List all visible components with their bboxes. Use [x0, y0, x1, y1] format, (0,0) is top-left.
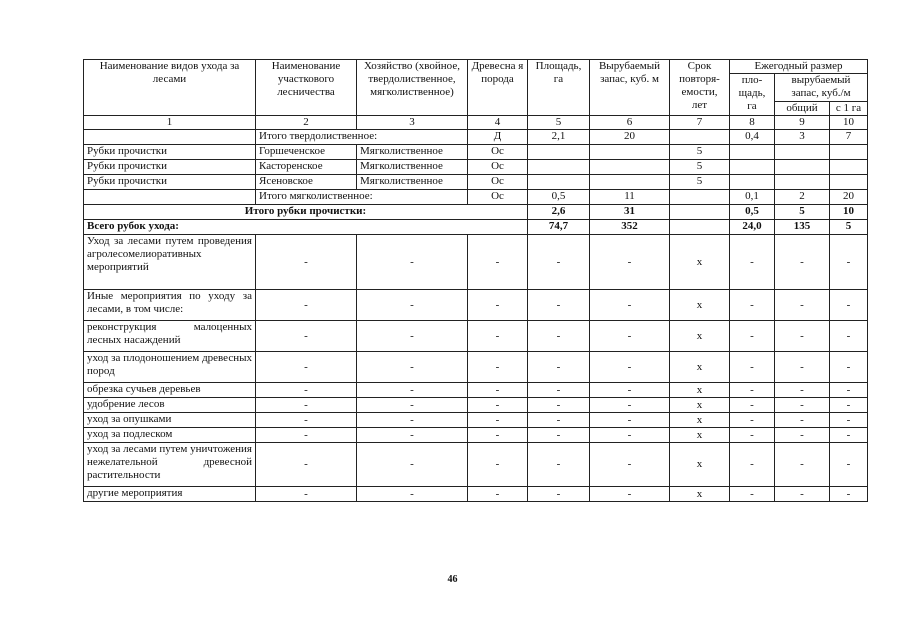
subtotal-label: Итого мягколиственное:: [256, 190, 468, 205]
empty-cell: [84, 130, 256, 145]
dash-cell: -: [528, 443, 590, 487]
cross-cell: х: [670, 383, 730, 398]
dash-cell: -: [775, 428, 830, 443]
measure-label: Иные мероприятия по уходу за лесами, в том числе:: [84, 290, 256, 321]
dash-cell: -: [528, 413, 590, 428]
dash-cell: -: [730, 428, 775, 443]
empty-cell: [730, 160, 775, 175]
annual-total-cell: 5: [775, 205, 830, 220]
subtotal-softwood-row: [84, 190, 868, 205]
dash-cell: -: [468, 398, 528, 413]
other-measure-row: [84, 383, 868, 398]
annual-total-cell: 2: [775, 190, 830, 205]
species-cell: Ос: [468, 145, 528, 160]
cleaning-row: [84, 175, 868, 190]
measure-label: реконструкция малоценных лесных насаждений: [84, 321, 256, 352]
measure-label: Уход за лесами путем проведения агролесомелиоративных мероприятий: [84, 235, 256, 290]
dash-cell: -: [590, 321, 670, 352]
period-cell: 5: [670, 160, 730, 175]
dash-cell: -: [730, 487, 775, 502]
dash-cell: -: [528, 487, 590, 502]
measure-label: уход за плодоношением древесных пород: [84, 352, 256, 383]
dash-cell: -: [730, 352, 775, 383]
dash-cell: -: [256, 398, 357, 413]
dash-cell: -: [830, 428, 868, 443]
header-cut-stock: Вырубаемый запас, куб. м: [590, 60, 670, 116]
annual-per-ha-cell: 10: [830, 205, 868, 220]
forest-care-table: [83, 59, 868, 502]
measure-label: уход за опушками: [84, 413, 256, 428]
cleaning-row: [84, 145, 868, 160]
dash-cell: -: [830, 398, 868, 413]
dash-cell: -: [590, 487, 670, 502]
dash-cell: -: [357, 398, 468, 413]
header-annual-stock: вырубаемый запас, куб./м: [775, 74, 868, 102]
annual-per-ha-cell: 20: [830, 190, 868, 205]
stock-cell: 31: [590, 205, 670, 220]
empty-cell: [670, 130, 730, 145]
column-number: 1: [84, 116, 256, 130]
dash-cell: -: [590, 428, 670, 443]
dash-cell: -: [730, 383, 775, 398]
empty-cell: [730, 175, 775, 190]
dash-cell: -: [357, 383, 468, 398]
area-cell: 0,5: [528, 190, 590, 205]
other-measure-row: [84, 352, 868, 383]
dash-cell: -: [256, 487, 357, 502]
dash-cell: -: [528, 398, 590, 413]
cross-cell: х: [670, 235, 730, 290]
section-cell: Мягколиственное: [357, 145, 468, 160]
subtotal-hardwood-row: [84, 130, 868, 145]
header-area: Площадь, га: [528, 60, 590, 116]
dash-cell: -: [256, 235, 357, 290]
cross-cell: х: [670, 290, 730, 321]
header-forestry: Наименование участкового лесничества: [256, 60, 357, 116]
header-annual-per-ha: с 1 га: [830, 102, 868, 116]
header-row: [84, 60, 868, 74]
dash-cell: -: [730, 443, 775, 487]
dash-cell: -: [775, 290, 830, 321]
dash-cell: -: [468, 290, 528, 321]
column-number: 6: [590, 116, 670, 130]
cross-cell: х: [670, 398, 730, 413]
stock-cell: 352: [590, 220, 670, 235]
empty-cell: [528, 145, 590, 160]
cross-cell: х: [670, 428, 730, 443]
forestry-cell: Касторенское: [256, 160, 357, 175]
dash-cell: -: [590, 443, 670, 487]
annual-area-cell: 0,1: [730, 190, 775, 205]
header-care-type: Наименование видов ухода за лесами: [84, 60, 256, 116]
empty-cell: [830, 145, 868, 160]
dash-cell: -: [830, 290, 868, 321]
dash-cell: -: [357, 413, 468, 428]
section-cell: Мягколиственное: [357, 160, 468, 175]
other-measure-row: [84, 235, 868, 290]
dash-cell: -: [357, 321, 468, 352]
empty-cell: [590, 175, 670, 190]
dash-cell: -: [775, 443, 830, 487]
dash-cell: -: [830, 487, 868, 502]
measure-label: удобрение лесов: [84, 398, 256, 413]
measure-label: уход за подлеском: [84, 428, 256, 443]
page-number: 46: [447, 574, 458, 585]
dash-cell: -: [468, 352, 528, 383]
column-number: 5: [528, 116, 590, 130]
empty-cell: [670, 220, 730, 235]
other-measure-row: [84, 428, 868, 443]
forestry-cell: Горшеченское: [256, 145, 357, 160]
cleaning-row: [84, 160, 868, 175]
section-cell: Мягколиственное: [357, 175, 468, 190]
dash-cell: -: [528, 428, 590, 443]
dash-cell: -: [830, 235, 868, 290]
total-cleaning-row: [84, 205, 868, 220]
other-measure-row: [84, 290, 868, 321]
dash-cell: -: [357, 352, 468, 383]
column-number: 4: [468, 116, 528, 130]
header-section: Хозяйство (хвойное, твердолиственное, мягколиственное): [357, 60, 468, 116]
dash-cell: -: [590, 398, 670, 413]
dash-cell: -: [730, 398, 775, 413]
dash-cell: -: [730, 235, 775, 290]
stock-cell: 11: [590, 190, 670, 205]
column-number: 7: [670, 116, 730, 130]
dash-cell: -: [357, 443, 468, 487]
other-measure-row: [84, 321, 868, 352]
dash-cell: -: [528, 290, 590, 321]
empty-cell: [670, 190, 730, 205]
annual-total-cell: 135: [775, 220, 830, 235]
header-annual: Ежегодный размер: [730, 60, 868, 74]
dash-cell: -: [468, 443, 528, 487]
dash-cell: -: [528, 235, 590, 290]
other-measure-row: [84, 487, 868, 502]
empty-cell: [730, 145, 775, 160]
empty-cell: [775, 175, 830, 190]
empty-cell: [775, 160, 830, 175]
annual-per-ha-cell: 7: [830, 130, 868, 145]
empty-cell: [84, 190, 256, 205]
column-number-row: [84, 116, 868, 130]
total-cleaning-label: Итого рубки прочистки:: [84, 205, 528, 220]
dash-cell: -: [528, 321, 590, 352]
header-species: Древесна я порода: [468, 60, 528, 116]
dash-cell: -: [775, 398, 830, 413]
dash-cell: -: [256, 321, 357, 352]
dash-cell: -: [830, 383, 868, 398]
annual-area-cell: 0,5: [730, 205, 775, 220]
species-cell: Д: [468, 130, 528, 145]
column-number: 9: [775, 116, 830, 130]
subtotal-label: Итого твердолиственное:: [256, 130, 468, 145]
cross-cell: х: [670, 413, 730, 428]
care-type-cell: Рубки прочистки: [84, 175, 256, 190]
care-type-cell: Рубки прочистки: [84, 145, 256, 160]
dash-cell: -: [590, 383, 670, 398]
dash-cell: -: [528, 352, 590, 383]
header-annual-area: пло-щадь, га: [730, 74, 775, 116]
measure-label: уход за лесами путем уничтожения нежелательной древесной растительности: [84, 443, 256, 487]
dash-cell: -: [730, 413, 775, 428]
period-cell: 5: [670, 145, 730, 160]
empty-cell: [590, 145, 670, 160]
empty-cell: [670, 205, 730, 220]
species-cell: Ос: [468, 175, 528, 190]
period-cell: 5: [670, 175, 730, 190]
dash-cell: -: [468, 487, 528, 502]
header-annual-total: общий: [775, 102, 830, 116]
care-type-cell: Рубки прочистки: [84, 160, 256, 175]
dash-cell: -: [775, 413, 830, 428]
dash-cell: -: [830, 413, 868, 428]
annual-area-cell: 24,0: [730, 220, 775, 235]
column-number: 2: [256, 116, 357, 130]
empty-cell: [830, 160, 868, 175]
dash-cell: -: [590, 413, 670, 428]
dash-cell: -: [357, 235, 468, 290]
cross-cell: х: [670, 443, 730, 487]
stock-cell: 20: [590, 130, 670, 145]
dash-cell: -: [775, 383, 830, 398]
area-cell: 2,1: [528, 130, 590, 145]
dash-cell: -: [775, 321, 830, 352]
dash-cell: -: [256, 443, 357, 487]
measure-label: обрезка сучьев деревьев: [84, 383, 256, 398]
total-all-row: [84, 220, 868, 235]
dash-cell: -: [830, 352, 868, 383]
annual-per-ha-cell: 5: [830, 220, 868, 235]
empty-cell: [528, 160, 590, 175]
other-measure-row: [84, 443, 868, 487]
dash-cell: -: [256, 428, 357, 443]
dash-cell: -: [775, 352, 830, 383]
column-number: 3: [357, 116, 468, 130]
dash-cell: -: [830, 443, 868, 487]
cross-cell: х: [670, 487, 730, 502]
dash-cell: -: [468, 428, 528, 443]
empty-cell: [830, 175, 868, 190]
empty-cell: [528, 175, 590, 190]
species-cell: Ос: [468, 160, 528, 175]
header-period: Срок повторя-емости, лет: [670, 60, 730, 116]
dash-cell: -: [775, 235, 830, 290]
cross-cell: х: [670, 352, 730, 383]
other-measure-row: [84, 398, 868, 413]
total-all-label: Всего рубок ухода:: [84, 220, 528, 235]
dash-cell: -: [468, 321, 528, 352]
dash-cell: -: [775, 487, 830, 502]
forestry-cell: Ясеновское: [256, 175, 357, 190]
dash-cell: -: [256, 290, 357, 321]
area-cell: 2,6: [528, 205, 590, 220]
dash-cell: -: [730, 321, 775, 352]
dash-cell: -: [468, 235, 528, 290]
dash-cell: -: [590, 235, 670, 290]
column-number: 10: [830, 116, 868, 130]
dash-cell: -: [357, 428, 468, 443]
annual-area-cell: 0,4: [730, 130, 775, 145]
empty-cell: [775, 145, 830, 160]
annual-total-cell: 3: [775, 130, 830, 145]
measure-label: другие мероприятия: [84, 487, 256, 502]
area-cell: 74,7: [528, 220, 590, 235]
dash-cell: -: [256, 383, 357, 398]
dash-cell: -: [256, 352, 357, 383]
dash-cell: -: [256, 413, 357, 428]
dash-cell: -: [357, 487, 468, 502]
dash-cell: -: [830, 321, 868, 352]
dash-cell: -: [468, 383, 528, 398]
dash-cell: -: [730, 290, 775, 321]
dash-cell: -: [357, 290, 468, 321]
dash-cell: -: [590, 352, 670, 383]
species-cell: Ос: [468, 190, 528, 205]
cross-cell: х: [670, 321, 730, 352]
other-measure-row: [84, 413, 868, 428]
empty-cell: [590, 160, 670, 175]
dash-cell: -: [468, 413, 528, 428]
dash-cell: -: [528, 383, 590, 398]
dash-cell: -: [590, 290, 670, 321]
column-number: 8: [730, 116, 775, 130]
